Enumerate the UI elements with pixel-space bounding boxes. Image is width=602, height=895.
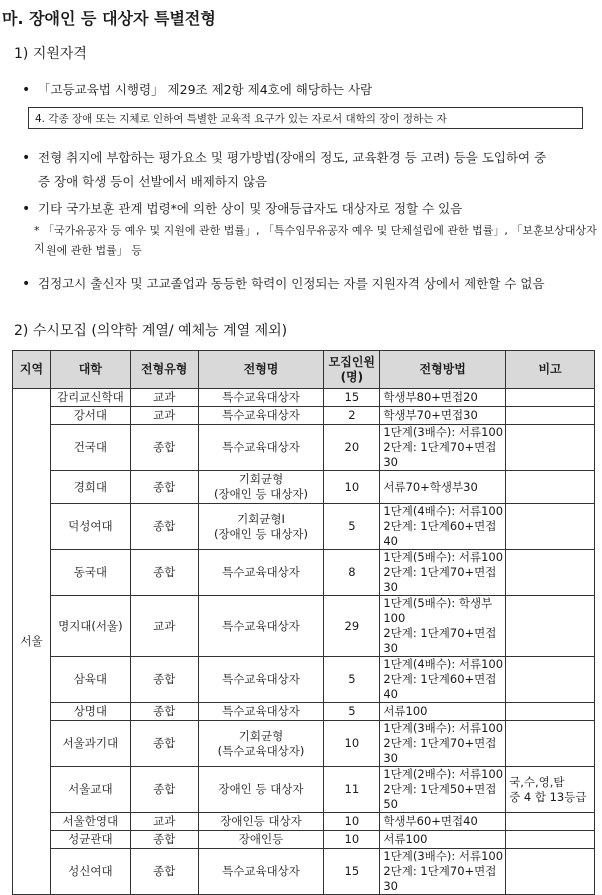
university-cell: 서울한영대 xyxy=(50,813,130,831)
header-university: 대학 xyxy=(50,351,130,389)
method-cell: 서류100 xyxy=(380,703,506,721)
bullet-dot-icon: • xyxy=(22,201,31,217)
footnote-line-2: 원에 관한 법률」 등 xyxy=(46,244,142,257)
method-cell: 1단계(5배수): 학생부100 2단계: 1단계70+면접30 xyxy=(380,596,506,657)
type-cell: 교과 xyxy=(130,596,198,657)
quota-cell: 10 xyxy=(324,721,380,767)
table-row xyxy=(13,425,595,471)
bullet-dot-icon: • xyxy=(22,150,31,166)
method-cell: 1단계(5배수): 서류100 2단계: 1단계70+면접30 xyxy=(380,550,506,596)
method-cell: 서류100 xyxy=(380,831,506,849)
university-cell: 감리교신학대 xyxy=(50,389,130,407)
note-cell xyxy=(506,657,595,703)
quota-cell: 8 xyxy=(324,550,380,596)
type-cell: 종합 xyxy=(130,721,198,767)
track-name-cell: 장애인 등 대상자 xyxy=(198,767,324,813)
type-cell: 종합 xyxy=(130,425,198,471)
type-cell: 종합 xyxy=(130,831,198,849)
header-type: 전형유형 xyxy=(130,351,198,389)
note-cell xyxy=(506,425,595,471)
table-row xyxy=(13,407,595,425)
table-row xyxy=(13,596,595,657)
track-name-cell: 기회균형 (장애인 등 대상자) xyxy=(198,471,324,504)
note-cell xyxy=(506,721,595,767)
type-cell: 교과 xyxy=(130,813,198,831)
method-cell: 1단계(3배수): 서류100 2단계: 1단계70+면접30 xyxy=(380,721,506,767)
quota-cell: 11 xyxy=(324,767,380,813)
note-cell xyxy=(506,849,595,895)
note-cell: 국,수,영,탐 중 4 합 13등급 xyxy=(506,767,595,813)
quota-cell: 5 xyxy=(324,703,380,721)
quota-cell: 20 xyxy=(324,425,380,471)
law-excerpt-box: 4. 각종 장애 또는 지체로 인하여 특별한 교육적 요구가 있는 자로서 대학의 장이 정하는 자 xyxy=(28,107,583,129)
method-cell: 1단계(2배수): 서류100 2단계: 1단계50+면접50 xyxy=(380,767,506,813)
track-name-cell: 특수교육대상자 xyxy=(198,596,324,657)
track-name-cell: 장애인등 xyxy=(198,831,324,849)
section-title: 마. 장애인 등 대상자 특별전형 xyxy=(2,9,216,28)
university-cell: 성신여대 xyxy=(50,849,130,895)
subsection-early-admission: 2) 수시모집 (의약학 계열/ 예체능 계열 제외) xyxy=(14,323,288,339)
table-row xyxy=(13,831,595,849)
quota-cell: 15 xyxy=(324,849,380,895)
bullet-dot-icon: • xyxy=(22,82,31,98)
method-cell: 서류70+학생부30 xyxy=(380,471,506,504)
type-cell: 종합 xyxy=(130,703,198,721)
note-cell xyxy=(506,596,595,657)
university-cell: 서울과기대 xyxy=(50,721,130,767)
type-cell: 종합 xyxy=(130,849,198,895)
table-row xyxy=(13,767,595,813)
method-cell: 1단계(3배수): 서류100 2단계: 1단계70+면접30 xyxy=(380,849,506,895)
admission-table xyxy=(12,350,595,895)
quota-cell: 15 xyxy=(324,389,380,407)
university-cell: 서울교대 xyxy=(50,767,130,813)
method-cell: 학생부80+면접20 xyxy=(380,389,506,407)
note-cell xyxy=(506,703,595,721)
university-cell: 삼육대 xyxy=(50,657,130,703)
table-row xyxy=(13,721,595,767)
university-cell: 동국대 xyxy=(50,550,130,596)
header-track-name: 전형명 xyxy=(198,351,324,389)
header-note: 비고 xyxy=(506,351,595,389)
track-name-cell: 특수교육대상자 xyxy=(198,849,324,895)
table-row xyxy=(13,550,595,596)
university-cell: 명지대(서울) xyxy=(50,596,130,657)
university-cell: 건국대 xyxy=(50,425,130,471)
header-region: 지역 xyxy=(13,351,51,389)
quota-cell: 10 xyxy=(324,831,380,849)
table-row xyxy=(13,389,595,407)
bullet-4: • 검정고시 출신자 및 고교졸업과 동등한 학력이 인정되는 자를 지원자격 상에서 제한할 수 없음 xyxy=(22,272,545,296)
method-cell: 1단계(4배수): 서류100 2단계: 1단계60+면접40 xyxy=(380,657,506,703)
table-row xyxy=(13,504,595,550)
university-cell: 덕성여대 xyxy=(50,504,130,550)
track-name-cell: 장애인등 대상자 xyxy=(198,813,324,831)
table-header-row xyxy=(13,351,595,389)
method-cell: 학생부60+면접40 xyxy=(380,813,506,831)
note-cell xyxy=(506,389,595,407)
header-method: 전형방법 xyxy=(380,351,506,389)
track-name-cell: 특수교육대상자 xyxy=(198,703,324,721)
track-name-cell: 특수교육대상자 xyxy=(198,657,324,703)
university-cell: 강서대 xyxy=(50,407,130,425)
track-name-cell: 특수교육대상자 xyxy=(198,550,324,596)
quota-cell: 5 xyxy=(324,657,380,703)
note-cell xyxy=(506,471,595,504)
track-name-cell: 특수교육대상자 xyxy=(198,407,324,425)
subsection-eligibility: 1) 지원자격 xyxy=(14,46,87,62)
university-cell: 상명대 xyxy=(50,703,130,721)
note-cell xyxy=(506,831,595,849)
type-cell: 종합 xyxy=(130,550,198,596)
type-cell: 종합 xyxy=(130,657,198,703)
type-cell: 종합 xyxy=(130,471,198,504)
quota-cell: 5 xyxy=(324,504,380,550)
table-row xyxy=(13,471,595,504)
table-row xyxy=(13,849,595,895)
method-cell: 학생부70+면접30 xyxy=(380,407,506,425)
footnote-line-1: * 「국가유공자 등 예우 및 지원에 관한 법률」, 「특수임무유공자 예우 및 단체설립에 관한 법률」, 「보훈보상대상자 지 xyxy=(34,224,597,255)
method-cell: 1단계(4배수): 서류100 2단계: 1단계60+면접40 xyxy=(380,504,506,550)
bullet-3: • 기타 국가보훈 관계 법령*에 의한 상이 및 장애등급자도 대상자로 정할 수 있음 xyxy=(22,197,462,221)
table-row xyxy=(13,657,595,703)
track-name-cell: 특수교육대상자 xyxy=(198,389,324,407)
bullet-1: • 「고등교육법 시행령」 제29조 제2항 제4호에 해당하는 사람 xyxy=(22,78,372,102)
note-cell xyxy=(506,504,595,550)
table-row xyxy=(13,703,595,721)
bullet-dot-icon: • xyxy=(22,276,31,292)
bullet-2-cont: 증 장애 학생 등이 선발에서 배제하지 않음 xyxy=(38,174,268,189)
type-cell: 교과 xyxy=(130,389,198,407)
track-name-cell: 기회균형Ⅰ (장애인 등 대상자) xyxy=(198,504,324,550)
note-cell xyxy=(506,407,595,425)
bullet-2: • 전형 취지에 부합하는 평가요소 및 평가방법(장애의 정도, 교육환경 등 고려) 등을 도입하여 중 xyxy=(22,146,546,170)
quota-cell: 29 xyxy=(324,596,380,657)
method-cell: 1단계(3배수): 서류100 2단계: 1단계70+면접30 xyxy=(380,425,506,471)
type-cell: 종합 xyxy=(130,767,198,813)
quota-cell: 10 xyxy=(324,471,380,504)
header-quota: 모집인원 (명) xyxy=(324,351,380,389)
track-name-cell: 특수교육대상자 xyxy=(198,425,324,471)
region-cell: 서울 xyxy=(13,389,51,895)
note-cell xyxy=(506,550,595,596)
quota-cell: 10 xyxy=(324,813,380,831)
table-row xyxy=(13,813,595,831)
note-cell xyxy=(506,813,595,831)
track-name-cell: 기회균형 (특수교육대상자) xyxy=(198,721,324,767)
quota-cell: 2 xyxy=(324,407,380,425)
type-cell: 교과 xyxy=(130,407,198,425)
university-cell: 성균관대 xyxy=(50,831,130,849)
type-cell: 종합 xyxy=(130,504,198,550)
university-cell: 경희대 xyxy=(50,471,130,504)
